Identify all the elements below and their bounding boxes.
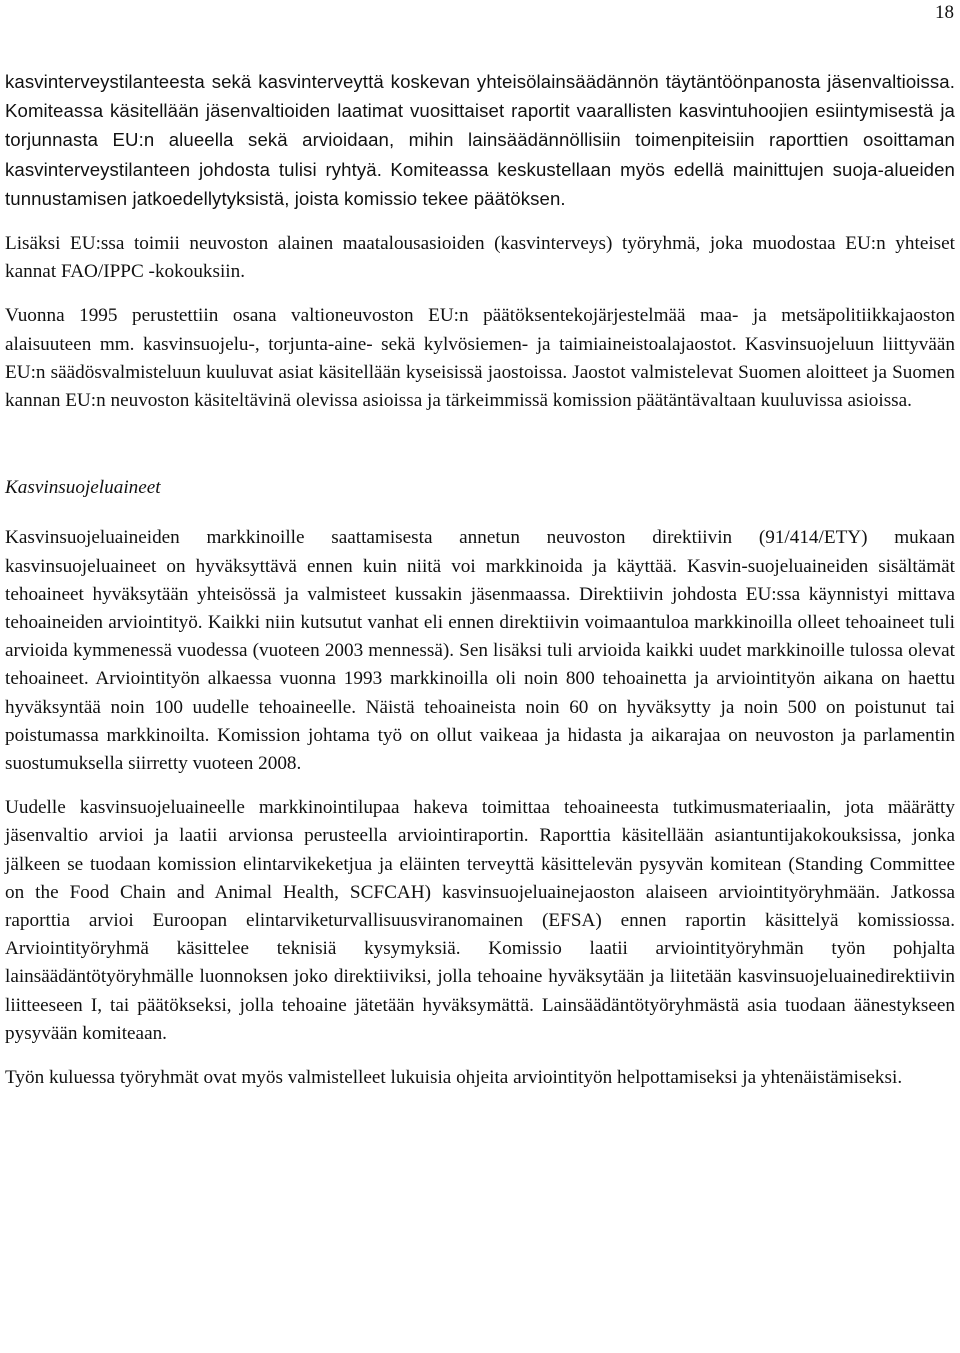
paragraph-committee-text: kasvinterveystilanteesta sekä kasvinterveyttä koskevan yhteisölainsäädännön täytäntöönpanosta jäsenvaltioissa. Komiteassa käsitellään jäsenvaltioiden laatimat vuosittaiset raportit vaarallisten kasvintuhoojien esiintymisestä ja torjunnasta EU:n alueella sekä arvioidaan, mihin lainsäädännöllisiin toimenpiteisiin raporttien osoittaman kasvinterveystilanteen johdosta tulisi ryhtyä. bbox=[5, 71, 955, 180]
paragraph-committee bbox=[5, 68, 955, 214]
paragraph-working-group: Lisäksi EU:ssa toimii neuvoston alainen maatalousasioiden (kasvinterveys) työryhmä, joka muodostaa EU:n yhteiset kannat FAO/IPPC -kokouksiin. bbox=[5, 233, 955, 283]
document-body bbox=[5, 68, 955, 1092]
paragraph-directive: Kasvinsuojeluaineiden markkinoille saattamisesta annetun neuvoston direktiivin (91/414/ETY) mukaan kasvinsuojeluaineet on hyväksyttävä ennen kuin niitä voi markkinoida ja käyttää. Kasvin-suojeluaineiden sisältämät tehoaineet hyväksytään yhteisössä ja valmisteet kussakin jäsenmaassa. Direktiivin johdosta EU:ssa käynnistyi mittava tehoaineiden arviointityö. Kaikki niin kutsutut vanhat eli ennen direktiivin voimaantuloa markkinoilla olleet tehoaineet tuli arvioida kymmenessä vuodessa (vuoteen 2003 mennessä). Sen lisäksi tuli arvioida kaikki uudet markkinoille tulossa olevat tehoaineet. Arviointityön alkaessa vuonna 1993 markkinoilla oli noin 800 tehoainetta ja arviointityön aikana on haettu hyväksyntää noin 100 uudelle tehoaineelle. Näistä tehoaineista noin 60 on hyväksytty ja noin 500 on poistunut tai poistumassa markkinoilta. Komission johtama työ on ollut vaikeaa ja hidasta ja aikarajaa on neuvoston ja parlamentin suostumuksella siirretty vuoteen 2008. bbox=[5, 527, 955, 775]
paragraph-guidance: Työn kuluessa työryhmät ovat myös valmistelleet lukuisia ohjeita arviointityön helpottamiseksi ja yhtenäistämiseksi. bbox=[5, 1067, 903, 1089]
page-number: 18 bbox=[935, 2, 954, 23]
paragraph-committee-text-2: Komiteassa keskustellaan myös edellä mainittujen suoja-alueiden tunnustamisen jatkoedellytyksistä, joista komissio tekee päätöksen. bbox=[5, 158, 955, 209]
paragraph-authorisation: Uudelle kasvinsuojeluaineelle markkinointilupaa hakeva toimittaa tehoaineesta tutkimusmateriaalin, jota määrätty jäsenvaltio arvioi ja laatii arvionsa perusteella arviointiraportin. Raporttia käsitellään asiantuntijakokouksissa, jonka jälkeen se tuodaan komission elintarvikeketjua ja eläinten terveyttä käsittelevän pysyvän komitean (Standing Committee on the Food Chain and Animal Health, SCFCAH) kasvinsuojeluainejaoston alaiseen arviointityöryhmään. Jatkossa raporttia arvioi Euroopan elintarviketurvallisuusviranomainen (EFSA) ennen raportin käsittelyä komissiossa. Arviointityöryhmä käsittelee teknisiä kysymyksiä. Komissio laatii arviointityöryhmän työn pohjalta lainsäädäntötyöryhmälle luonnoksen joko direktiiviksi, jolla tehoaine hyväksytään ja liitetään kasvinsuojeluainedirektiivin liitteeseen I, tai päätökseksi, jolla tehoaine jätetään hyväksymättä. Lainsäädäntötyöryhmästä asia tuodaan äänestykseen pysyvään komiteaan. bbox=[5, 797, 955, 1044]
paragraph-subcommittees: Vuonna 1995 perustettiin osana valtioneuvoston EU:n päätöksentekojärjestelmää maa- ja metsäpolitiikkajaoston alaisuuteen mm. kasvinsuojelu-, torjunta-aine- sekä kylvösiemen- ja taimiaineistoalajaostot. Kasvinsuojeluun liittyvään EU:n säädösvalmisteluun kuuluvat asiat käsitellään kyseisissä jaostoissa. Jaostot valmistelevat Suomen aloitteet ja Suomen kannan EU:n neuvoston käsiteltävinä olevissa asioissa ja tärkeimmissä komission päätäntävaltaan kuuluvissa asioissa. bbox=[5, 305, 955, 412]
section-heading: Kasvinsuojeluaineet bbox=[5, 477, 161, 499]
